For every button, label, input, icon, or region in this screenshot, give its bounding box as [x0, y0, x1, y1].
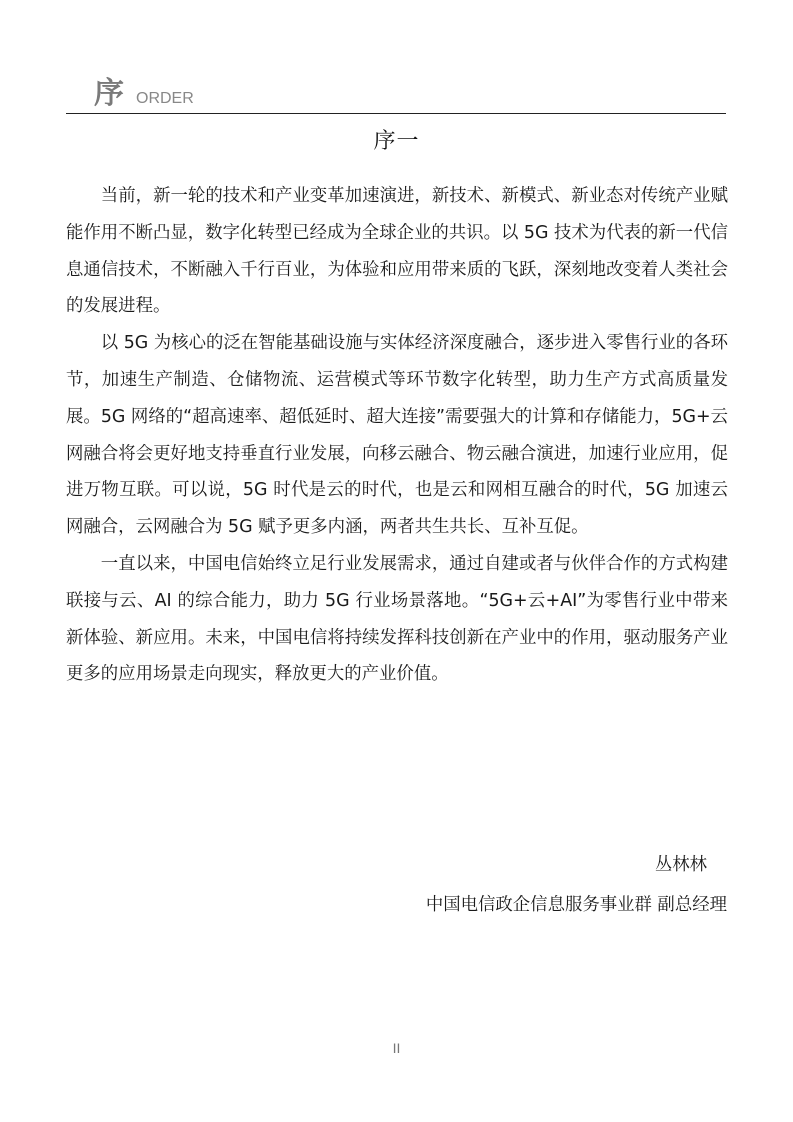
header-divider [66, 113, 726, 114]
signature-name: 丛林林 [654, 855, 707, 875]
header-english-label: ORDER [136, 90, 194, 107]
paragraph: 一直以来，中国电信始终立足行业发展需求，通过自建或者与伙伴合作的方式构建联接与云、AI 的综合能力，助力 5G 行业场景落地。“5G+云+AI”为零售行业中带来新体验、新应用。未来，中国电信将持续发挥科技创新在产业中的作用，驱动服务产业更多的应用场景走向现实，释放更大的产业价值。 [66, 553, 728, 685]
paragraph: 当前，新一轮的技术和产业变革加速演进，新技术、新模式、新业态对传统产业赋能作用不断凸显，数字化转型已经成为全球企业的共识。以 5G 技术为代表的新一代信息通信技术，不断融入千行百业，为体验和应用带来质的飞跃，深刻地改变着人类社会的发展进程。 [66, 186, 728, 317]
section-header [94, 76, 194, 110]
paragraph: 以 5G 为核心的泛在智能基础设施与实体经济深度融合，逐步进入零售行业的各环节，加速生产制造、仓储物流、运营模式等环节数字化转型，助力生产方式高质量发展。5G 网络的“超高速率、超低延时、超大连接”需要强大的计算和存储能力，5G+云网融合将会更好地支持垂直行业发展，向移云融合、物云融合演进，加速行业应用，促进万物互联。可以说，5G 时代是云的时代，也是云和网相互融合的时代，5G 加速云网融合，云网融合为 5G 赋予更多内涵，两者共生共长、互补互促。 [66, 333, 728, 538]
signature-title: 中国电信政企信息服务事业群 副总经理 [425, 895, 727, 915]
page-number: II [392, 1040, 401, 1056]
page-title: 序一 [373, 129, 420, 154]
preface-body [66, 178, 728, 693]
header-chinese-label: 序 [94, 76, 124, 111]
